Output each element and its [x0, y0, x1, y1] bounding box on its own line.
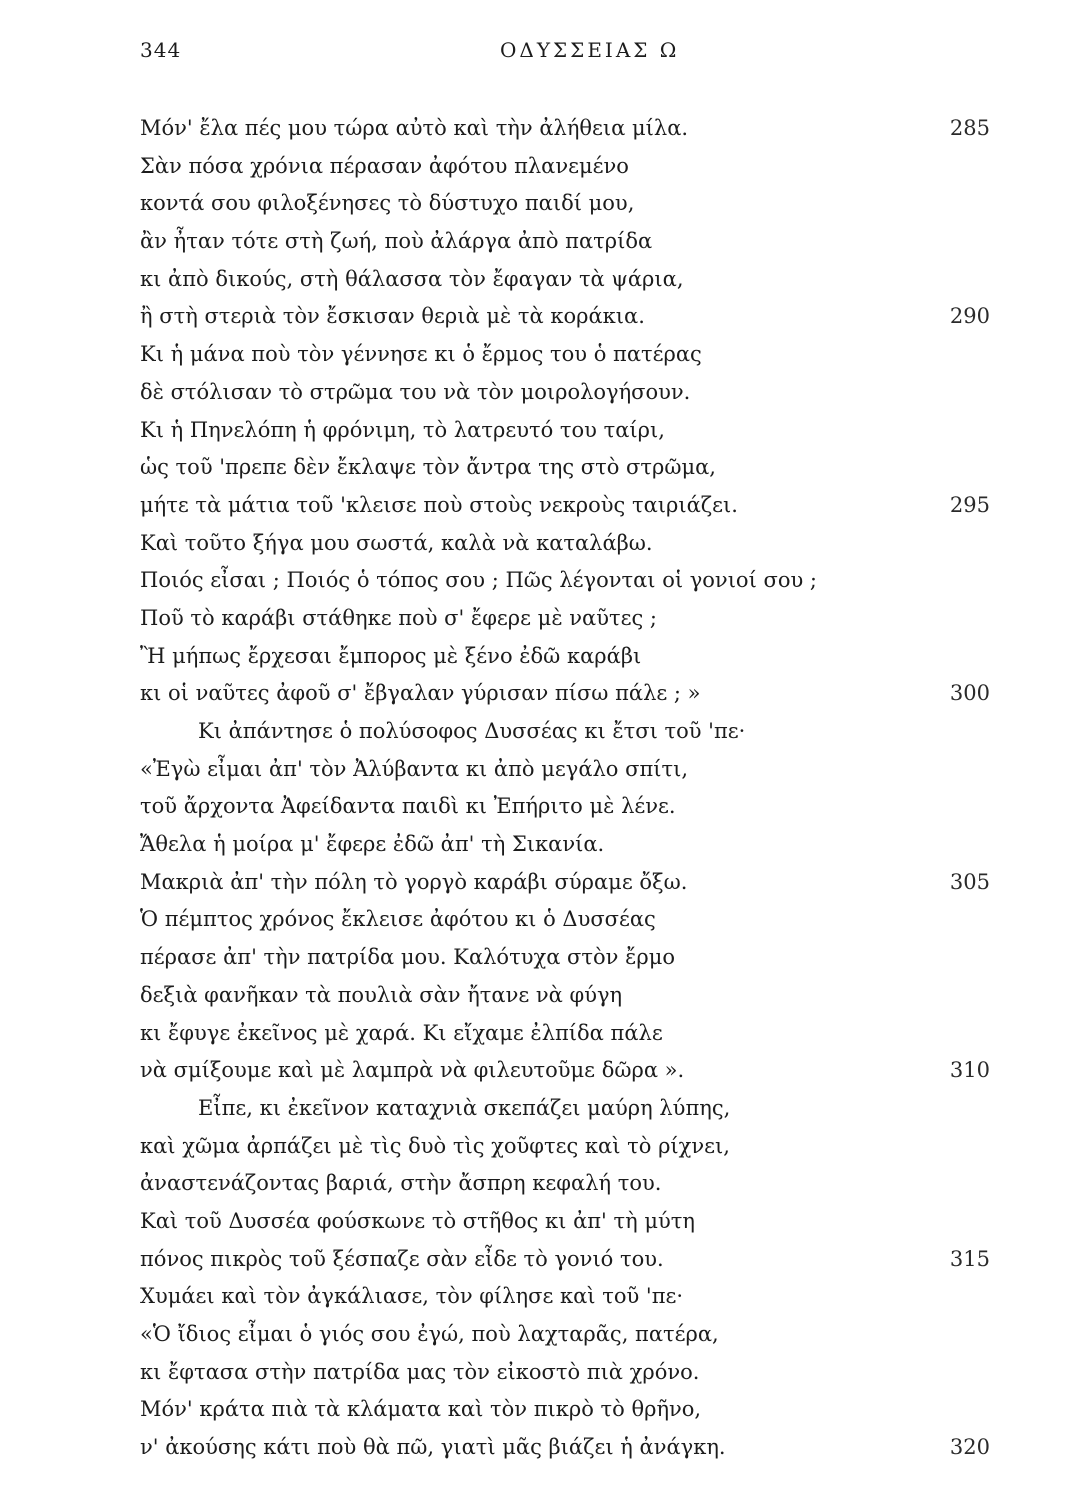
verse-text: μήτε τὰ μάτια τοῦ 'κλεισε ποὺ στοὺς νεκροὺς ταιριάζει. — [140, 492, 738, 517]
verse-line — [140, 1090, 990, 1128]
line-number: 285 — [949, 116, 990, 140]
verse-line — [140, 1354, 990, 1392]
verse-line — [140, 148, 990, 186]
verse-line — [140, 449, 990, 487]
verse-text: Ἄθελα ἡ μοίρα μ' ἔφερε ἐδῶ ἀπ' τὴ Σικανία. — [140, 832, 605, 857]
verse-text: ἀναστενάζοντας βαριά, στὴν ἄσπρη κεφαλή του. — [140, 1171, 662, 1196]
verse-text: Μόν' κράτα πιὰ τὰ κλάματα καὶ τὸν πικρὸ τὸ θρῆνο, — [140, 1397, 702, 1422]
verse-line — [140, 298, 990, 336]
verse-text: Μόν' ἔλα πές μου τώρα αὐτὸ καὶ τὴν ἀλήθεια μίλα. — [140, 116, 689, 140]
verse-line — [140, 525, 990, 563]
verse-line — [140, 788, 990, 826]
verse-text: Ποῦ τὸ καράβι στάθηκε ποὺ σ' ἔφερε μὲ ναῦτες ; — [140, 605, 657, 630]
verse-text: Εἶπε, κι ἐκεῖνον καταχνιὰ σκεπάζει μαύρη λύπης, — [198, 1095, 731, 1120]
verse-text: Κι ἡ Πηνελόπη ἡ φρόνιμη, τὸ λατρευτό του ταίρι, — [140, 417, 665, 442]
verse-text: κοντά σου φιλοξένησες τὸ δύστυχο παιδί μου, — [140, 191, 635, 216]
verse-text: Ὁ πέμπτος χρόνος ἔκλεισε ἀφότου κι ὁ Δυσσέας — [140, 907, 656, 932]
line-number: 290 — [949, 304, 990, 329]
verse-text: κι ἔφυγε ἐκεῖνος μὲ χαρά. Κι εἴχαμε ἐλπίδα πάλε — [140, 1020, 663, 1045]
line-number: 320 — [949, 1435, 990, 1460]
verse-text: Κι ἡ μάνα ποὺ τὸν γέννησε κι ὁ ἔρμος του ὁ πατέρας — [140, 342, 702, 367]
verse-line — [140, 751, 990, 789]
verse-line — [140, 110, 990, 148]
verse-text: Κι ἀπάντησε ὁ πολύσοφος Δυσσέας κι ἔτσι τοῦ 'πε· — [198, 719, 746, 743]
verse-line — [140, 336, 990, 374]
verse-text: Καὶ τοῦτο ξήγα μου σωστά, καλὰ νὰ καταλάβω. — [140, 530, 653, 555]
verse-line — [140, 1015, 990, 1053]
verse-text: ὡς τοῦ 'πρεπε δὲν ἔκλαψε τὸν ἄντρα της στὸ στρῶμα, — [140, 455, 716, 480]
verse-text: τοῦ ἄρχοντα Ἀφείδαντα παιδὶ κι Ἐπήριτο μὲ λένε. — [140, 794, 676, 819]
verse-line — [140, 864, 990, 902]
verse-line — [140, 412, 990, 450]
verse-line — [140, 562, 990, 600]
verse-text: «Ὁ ἴδιος εἶμαι ὁ γιός σου ἐγώ, ποὺ λαχταρᾶς, πατέρα, — [140, 1322, 719, 1346]
verse-block — [140, 110, 990, 1467]
verse-line — [140, 1052, 990, 1090]
page-header — [140, 38, 976, 72]
verse-line — [140, 901, 990, 939]
verse-line — [140, 977, 990, 1015]
running-title: ΟΔΥΣΣΕΙΑΣ Ω — [500, 38, 680, 62]
verse-line — [140, 1316, 990, 1354]
verse-line — [140, 826, 990, 864]
verse-text: κι ἔφτασα στὴν πατρίδα μας τὸν εἰκοστὸ πιὰ χρόνο. — [140, 1359, 700, 1384]
verse-text: κι οἱ ναῦτες ἀφοῦ σ' ἔβγαλαν γύρισαν πίσω πάλε ; » — [140, 681, 701, 706]
line-number: 295 — [949, 492, 990, 517]
verse-text: «Ἐγὼ εἶμαι ἀπ' τὸν Ἀλύβαντα κι ἀπὸ μεγάλο σπίτι, — [140, 756, 689, 781]
verse-line — [140, 1241, 990, 1279]
verse-line — [140, 1391, 990, 1429]
line-number: 315 — [949, 1246, 990, 1271]
verse-text: πέρασε ἀπ' τὴν πατρίδα μου. Καλότυχα στὸν ἔρμο — [140, 945, 675, 970]
verse-text: Σὰν πόσα χρόνια πέρασαν ἀφότου πλανεμένο — [140, 153, 629, 178]
verse-line — [140, 261, 990, 299]
verse-line — [140, 223, 990, 261]
verse-text: Μακριὰ ἀπ' τὴν πόλη τὸ γοργὸ καράβι σύραμε ὄξω. — [140, 869, 688, 894]
verse-line — [140, 487, 990, 525]
verse-text: δεξιὰ φανῆκαν τὰ πουλιὰ σὰν ἤτανε νὰ φύγη — [140, 982, 623, 1007]
verse-line — [140, 1278, 990, 1316]
verse-line — [140, 675, 990, 713]
line-number: 300 — [949, 681, 990, 706]
verse-text: κι ἀπὸ δικούς, στὴ θάλασσα τὸν ἔφαγαν τὰ ψάρια, — [140, 266, 684, 291]
verse-line — [140, 939, 990, 977]
verse-line — [140, 713, 990, 751]
verse-text: Χυμάει καὶ τὸν ἀγκάλιασε, τὸν φίλησε καὶ τοῦ 'πε· — [140, 1284, 684, 1309]
verse-line — [140, 1429, 990, 1467]
verse-text: πόνος πικρὸς τοῦ ξέσπαζε σὰν εἶδε τὸ γονιό του. — [140, 1246, 664, 1271]
verse-text: Ἢ μήπως ἔρχεσαι ἔμπορος μὲ ξένο ἐδῶ καράβι — [140, 643, 642, 668]
verse-line — [140, 1128, 990, 1166]
verse-text: Καὶ τοῦ Δυσσέα φούσκωνε τὸ στῆθος κι ἀπ' τὴ μύτη — [140, 1208, 695, 1233]
verse-line — [140, 638, 990, 676]
verse-text: ν' ἀκούσης κάτι ποὺ θὰ πῶ, γιατὶ μᾶς βιάζει ἡ ἀνάγκη. — [140, 1435, 726, 1460]
verse-text: νὰ σμίξουμε καὶ μὲ λαμπρὰ νὰ φιλευτοῦμε δῶρα ». — [140, 1058, 685, 1083]
verse-text: ἢ στὴ στεριὰ τὸν ἔσκισαν θεριὰ μὲ τὰ κοράκια. — [140, 304, 645, 329]
verse-text: Ποιός εἶσαι ; Ποιός ὁ τόπος σου ; Πῶς λέγονται οἱ γονιοί σου ; — [140, 568, 817, 593]
line-number: 305 — [949, 869, 990, 894]
verse-line — [140, 185, 990, 223]
verse-line — [140, 374, 990, 412]
verse-text: καὶ χῶμα ἀρπάζει μὲ τὶς δυὸ τὶς χοῦφτες καὶ τὸ ρίχνει, — [140, 1133, 730, 1158]
verse-line — [140, 1165, 990, 1203]
page-number: 344 — [140, 38, 182, 62]
verse-text: δὲ στόλισαν τὸ στρῶμα του νὰ τὸν μοιρολογήσουν. — [140, 379, 691, 404]
line-number: 310 — [949, 1058, 990, 1083]
verse-line — [140, 1203, 990, 1241]
verse-text: ἂν ἦταν τότε στὴ ζωή, ποὺ ἀλάργα ἀπὸ πατρίδα — [140, 229, 653, 254]
verse-line — [140, 600, 990, 638]
